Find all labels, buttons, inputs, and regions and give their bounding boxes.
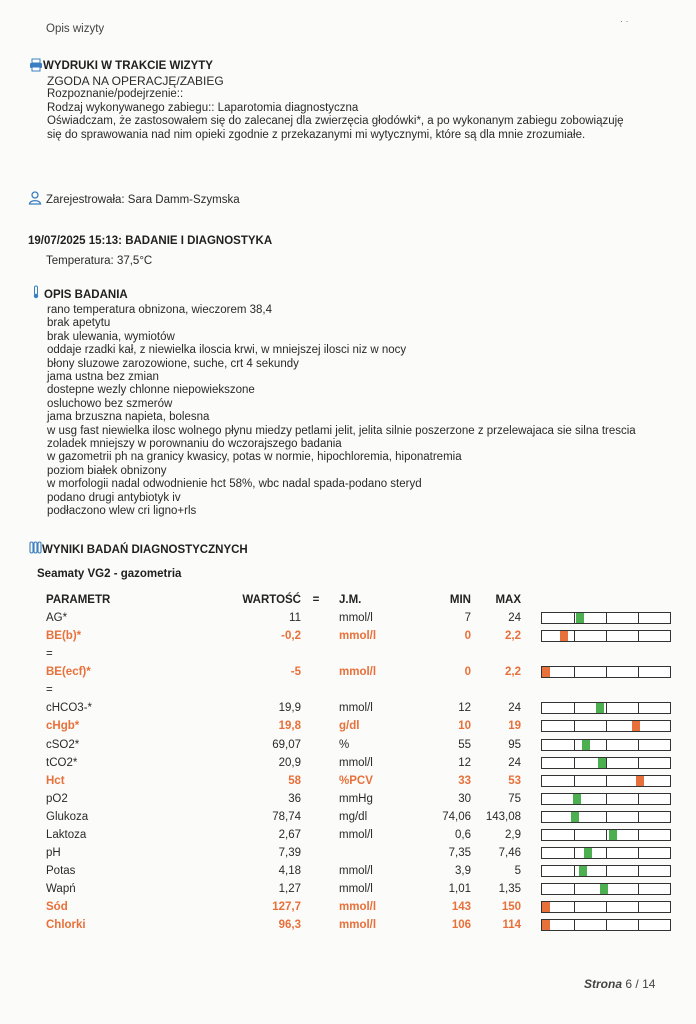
temperature: Temperatura: 37,5°C bbox=[46, 255, 153, 267]
param-eq bbox=[301, 627, 331, 645]
exam-line: rano temperatura obnizona, wieczorem 38,4 bbox=[47, 304, 273, 316]
statement-line: się do sprawowania nad nim opieki zgodnie z przekazanymi mi wytycznymi, które są dla mnie zrozumiałe. bbox=[47, 128, 586, 141]
range-marker bbox=[571, 812, 579, 822]
param-value: 11 bbox=[289, 612, 301, 625]
range-marker bbox=[579, 866, 587, 876]
range-marker bbox=[600, 884, 608, 894]
param-name: Laktoza bbox=[46, 828, 87, 841]
continuation-row bbox=[40, 645, 673, 663]
param-max: 24 bbox=[508, 756, 521, 769]
param-value: 20,9 bbox=[278, 756, 301, 769]
diagnosis-line: Rozpoznanie/podejrzenie:: bbox=[47, 88, 184, 101]
range-bar-cell bbox=[541, 916, 673, 934]
gap bbox=[521, 844, 541, 862]
user-icon bbox=[28, 191, 42, 205]
param-name: BE(b)* bbox=[46, 630, 82, 643]
result-row bbox=[40, 916, 673, 934]
param-eq bbox=[301, 808, 331, 826]
page-total: 14 bbox=[642, 977, 656, 991]
gap bbox=[521, 754, 541, 772]
param-value: 127,7 bbox=[272, 901, 301, 914]
page-footer bbox=[584, 977, 655, 991]
param-eq bbox=[301, 609, 331, 627]
continuation-mark: = bbox=[46, 648, 53, 661]
param-max: 7,46 bbox=[498, 847, 521, 860]
result-row bbox=[40, 717, 673, 735]
gap bbox=[521, 627, 541, 645]
param-min: 106 bbox=[451, 919, 471, 932]
exam-line: w gazometrii ph na granicy kwasicy, potas w normie, hipochloremia, hiponatremia bbox=[47, 451, 462, 464]
page-label: Strona bbox=[584, 977, 623, 991]
param-min: 10 bbox=[458, 720, 471, 733]
range-marker bbox=[596, 703, 604, 713]
param-min: 3,9 bbox=[455, 865, 471, 878]
result-row bbox=[40, 862, 673, 880]
param-unit: mmol/l bbox=[339, 865, 373, 878]
param-eq bbox=[301, 862, 331, 880]
result-row bbox=[40, 663, 673, 681]
param-min: 12 bbox=[458, 702, 471, 715]
col-eq: = bbox=[312, 594, 320, 606]
result-row bbox=[40, 609, 673, 627]
param-unit: mmol/l bbox=[339, 702, 373, 715]
param-name: Potas bbox=[46, 865, 76, 878]
consent-title: ZGODA NA OPERACJĘ/ZABIEG bbox=[47, 74, 224, 88]
param-value: 36 bbox=[288, 792, 301, 805]
result-row bbox=[40, 808, 673, 826]
result-row bbox=[40, 898, 673, 916]
param-unit: mmol/l bbox=[339, 612, 373, 625]
param-eq bbox=[301, 844, 331, 862]
gap bbox=[521, 772, 541, 790]
exam-line: oddaje rzadki kał, z niewielka iloscia krwi, w mniejszej ilosci niz w nocy bbox=[47, 344, 407, 357]
param-unit: %PCV bbox=[339, 774, 373, 787]
param-value: 2,67 bbox=[278, 828, 301, 841]
param-max: 24 bbox=[508, 612, 521, 625]
param-eq bbox=[301, 663, 331, 681]
param-name: Chlorki bbox=[46, 919, 86, 932]
gap bbox=[521, 790, 541, 808]
range-bar bbox=[541, 630, 671, 642]
range-marker bbox=[542, 902, 550, 912]
range-marker bbox=[576, 613, 584, 623]
gap bbox=[521, 826, 541, 844]
exam-line: podłaczono wlew cri ligno+rls bbox=[47, 505, 197, 518]
param-min: 12 bbox=[458, 756, 471, 769]
gap bbox=[521, 880, 541, 898]
range-bar bbox=[541, 775, 671, 787]
range-marker bbox=[582, 740, 590, 750]
range-bar-cell bbox=[541, 808, 673, 826]
continuation-mark: = bbox=[46, 684, 53, 697]
range-bar bbox=[541, 702, 671, 714]
range-bar bbox=[541, 739, 671, 751]
range-bar bbox=[541, 847, 671, 859]
gap bbox=[521, 735, 541, 753]
param-max: 2,2 bbox=[505, 666, 521, 679]
range-bar bbox=[541, 757, 671, 769]
range-bar bbox=[541, 865, 671, 877]
gap bbox=[521, 663, 541, 681]
param-min: 7,35 bbox=[448, 847, 471, 860]
param-min: 0 bbox=[464, 666, 471, 679]
param-min: 1,01 bbox=[448, 883, 471, 896]
gap bbox=[521, 862, 541, 880]
param-unit: mmol/l bbox=[339, 666, 377, 679]
param-name: AG* bbox=[46, 612, 68, 625]
range-marker bbox=[584, 848, 592, 858]
range-bar bbox=[541, 883, 671, 895]
range-bar-cell bbox=[541, 609, 673, 627]
param-value: 19,9 bbox=[278, 702, 301, 715]
results-table bbox=[40, 591, 673, 935]
range-bar-cell bbox=[541, 627, 673, 645]
exam-line: w usg fast niewielka ilosc wolnego płynu miedzy petlami jelit, jelita silnie poszerzone z przelewajaca sie silna trescia bbox=[47, 424, 636, 437]
param-value: 58 bbox=[288, 774, 301, 787]
result-row bbox=[40, 826, 673, 844]
param-eq bbox=[301, 772, 331, 790]
scan-mark: · · bbox=[620, 16, 629, 26]
param-min: 33 bbox=[458, 774, 471, 787]
range-bar-cell bbox=[541, 880, 673, 898]
results-header-row bbox=[40, 591, 673, 609]
range-bar-cell bbox=[541, 844, 673, 862]
param-name: Hct bbox=[46, 774, 65, 787]
continuation-row bbox=[40, 681, 673, 699]
range-bar-cell bbox=[541, 717, 673, 735]
param-unit: mmHg bbox=[339, 792, 373, 805]
param-min: 55 bbox=[458, 738, 471, 751]
param-unit: % bbox=[339, 738, 350, 751]
range-bar bbox=[541, 666, 671, 678]
result-row bbox=[40, 790, 673, 808]
device-name: Seamaty VG2 - gazometria bbox=[37, 568, 182, 580]
exam-line: brak ulewania, wymiotów bbox=[47, 330, 175, 343]
range-bar-cell bbox=[541, 735, 673, 753]
param-max: 24 bbox=[508, 702, 521, 715]
result-row bbox=[40, 699, 673, 717]
param-name: tCO2* bbox=[46, 756, 78, 769]
gap bbox=[521, 609, 541, 627]
param-max: 143,08 bbox=[485, 810, 521, 823]
range-bar bbox=[541, 720, 671, 732]
param-max: 53 bbox=[508, 774, 521, 787]
param-value: 7,39 bbox=[278, 847, 301, 860]
param-unit bbox=[331, 844, 401, 862]
col-param: PARAMETR bbox=[46, 594, 111, 606]
gap bbox=[521, 717, 541, 735]
range-marker bbox=[632, 721, 640, 731]
visit-description-label: Opis wizyty bbox=[46, 23, 105, 35]
param-unit: mmol/l bbox=[339, 630, 377, 643]
param-value: -0,2 bbox=[281, 630, 301, 643]
param-unit: mmol/l bbox=[339, 919, 377, 932]
result-row bbox=[40, 880, 673, 898]
range-bar-cell bbox=[541, 898, 673, 916]
param-eq bbox=[301, 717, 331, 735]
param-unit: mg/dl bbox=[339, 810, 368, 823]
param-max: 95 bbox=[508, 738, 521, 751]
param-value: 4,18 bbox=[278, 865, 301, 878]
col-unit: J.M. bbox=[339, 594, 362, 606]
param-name: pH bbox=[46, 847, 61, 860]
exam-line: brak apetytu bbox=[47, 317, 111, 330]
param-min: 30 bbox=[458, 792, 471, 805]
param-eq bbox=[301, 916, 331, 934]
consent-block bbox=[47, 75, 624, 142]
param-name: Wapń bbox=[46, 883, 76, 896]
param-value: 69,07 bbox=[272, 738, 301, 751]
param-max: 2,9 bbox=[505, 828, 521, 841]
param-min: 143 bbox=[451, 901, 471, 914]
param-max: 5 bbox=[514, 865, 521, 878]
test-tubes-icon bbox=[28, 541, 42, 555]
param-name: BE(ecf)* bbox=[46, 666, 91, 679]
thermometer-icon bbox=[29, 285, 43, 299]
param-unit: mmol/l bbox=[339, 756, 373, 769]
range-marker bbox=[560, 631, 568, 641]
exam-line: jama brzuszna napieta, bolesna bbox=[47, 411, 210, 424]
param-value: -5 bbox=[290, 666, 301, 679]
param-unit: mmol/l bbox=[339, 828, 373, 841]
range-marker bbox=[573, 794, 581, 804]
param-value: 19,8 bbox=[278, 720, 301, 733]
exam-line: zoladek mniejszy w porownaniu do wczorajszego badania bbox=[47, 438, 342, 451]
result-row bbox=[40, 735, 673, 753]
param-min: 0,6 bbox=[455, 828, 471, 841]
range-bar bbox=[541, 901, 671, 913]
registered-by: Zarejestrowała: Sara Damm-Szymska bbox=[46, 194, 240, 206]
exam-line: osluchowo bez szmerów bbox=[47, 397, 173, 410]
param-eq bbox=[301, 880, 331, 898]
param-name: cSO2* bbox=[46, 738, 80, 751]
page-separator: / bbox=[635, 977, 639, 991]
exam-line: poziom białek obnizony bbox=[47, 464, 167, 477]
param-unit: mmol/l bbox=[339, 901, 377, 914]
param-name: pO2 bbox=[46, 792, 68, 805]
gap bbox=[521, 699, 541, 717]
range-bar bbox=[541, 919, 671, 931]
param-max: 114 bbox=[502, 919, 521, 932]
param-eq bbox=[301, 699, 331, 717]
range-bar-cell bbox=[541, 699, 673, 717]
exam-line: w morfologii nadal odwodnienie hct 58%, wbc nadal spada-podano steryd bbox=[47, 478, 422, 491]
range-bar bbox=[541, 612, 671, 624]
results-header: WYNIKI BADAŃ DIAGNOSTYCZNYCH bbox=[42, 544, 248, 556]
result-row bbox=[40, 844, 673, 862]
range-bar-cell bbox=[541, 772, 673, 790]
param-name: Sód bbox=[46, 901, 68, 914]
printouts-header: WYDRUKI W TRAKCIE WIZYTY bbox=[43, 60, 213, 72]
exam-line: dostepne wezly chlonne niepowiekszone bbox=[47, 384, 255, 397]
param-name: cHCO3-* bbox=[46, 702, 93, 715]
range-bar bbox=[541, 829, 671, 841]
param-eq bbox=[301, 790, 331, 808]
param-unit: g/dl bbox=[339, 720, 360, 733]
range-bar-cell bbox=[541, 826, 673, 844]
range-marker bbox=[598, 758, 606, 768]
range-marker bbox=[542, 920, 550, 930]
param-value: 78,74 bbox=[272, 810, 301, 823]
param-min: 0 bbox=[464, 630, 471, 643]
range-bar-cell bbox=[541, 790, 673, 808]
param-value: 96,3 bbox=[278, 919, 301, 932]
range-bar bbox=[541, 793, 671, 805]
printer-icon bbox=[29, 58, 43, 72]
range-bar-cell bbox=[541, 663, 673, 681]
exam-line: błony sluzowe zarozowione, suche, crt 4 sekundy bbox=[47, 357, 299, 370]
exam-description-lines bbox=[47, 304, 636, 519]
range-marker bbox=[609, 830, 617, 840]
range-bar-cell bbox=[541, 754, 673, 772]
exam-description-header: OPIS BADANIA bbox=[44, 289, 128, 301]
col-max: MAX bbox=[495, 594, 521, 606]
result-row bbox=[40, 754, 673, 772]
result-row bbox=[40, 627, 673, 645]
range-bar-cell bbox=[541, 862, 673, 880]
exam-line: podano drugi antybiotyk iv bbox=[47, 491, 181, 504]
param-name: cHgb* bbox=[46, 720, 80, 733]
range-bar bbox=[541, 811, 671, 823]
param-value: 1,27 bbox=[278, 883, 301, 896]
range-marker bbox=[542, 667, 550, 677]
param-max: 2,2 bbox=[505, 630, 521, 643]
param-max: 1,35 bbox=[498, 883, 521, 896]
gap bbox=[521, 898, 541, 916]
col-value: WARTOŚĆ bbox=[242, 594, 301, 606]
page-number: 6 bbox=[625, 977, 633, 991]
result-row bbox=[40, 772, 673, 790]
param-eq bbox=[301, 826, 331, 844]
param-eq bbox=[301, 898, 331, 916]
param-max: 150 bbox=[501, 901, 521, 914]
statement-line: Oświadczam, że zastosowałem się do zalecanej dla zwierzęcia głodówki*, a po wykonanym zabiegu zobowiązuję bbox=[47, 115, 624, 128]
param-unit: mmol/l bbox=[339, 883, 373, 896]
gap bbox=[521, 916, 541, 934]
exam-line: jama ustna bez zmian bbox=[47, 371, 159, 384]
param-eq bbox=[301, 735, 331, 753]
exam-header: 19/07/2025 15:13: BADANIE I DIAGNOSTYKA bbox=[28, 235, 273, 247]
param-min: 7 bbox=[464, 612, 471, 625]
param-name: Glukoza bbox=[46, 810, 89, 823]
range-marker bbox=[636, 776, 644, 786]
gap bbox=[521, 808, 541, 826]
procedure-line: Rodzaj wykonywanego zabiegu:: Laparotomia diagnostyczna bbox=[47, 101, 359, 114]
param-min: 74,06 bbox=[442, 810, 471, 823]
param-eq bbox=[301, 754, 331, 772]
col-min: MIN bbox=[449, 594, 471, 606]
param-max: 19 bbox=[508, 720, 521, 733]
param-max: 75 bbox=[508, 792, 521, 805]
